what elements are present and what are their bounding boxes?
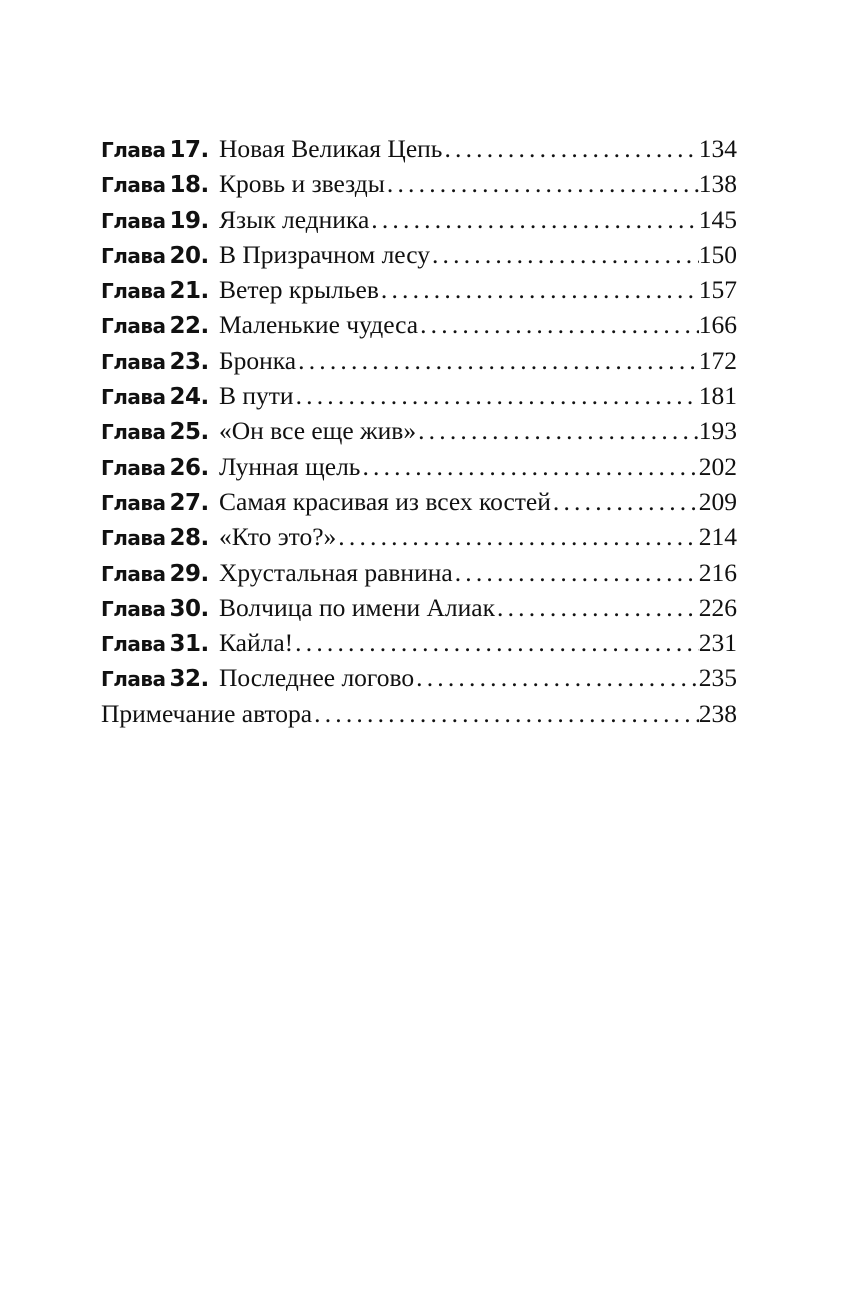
chapter-title: Новая Великая Цепь (219, 134, 443, 163)
page-number: 238 (698, 698, 737, 728)
chapter-title: Самая красивая из всех костей (219, 486, 551, 516)
toc-entry-28 (101, 519, 737, 554)
chapter-title: «Кто это?» (219, 522, 337, 552)
chapter-number: 32. (169, 666, 209, 693)
chapter-label (101, 204, 211, 237)
chapter-label (101, 309, 211, 342)
toc-entry-24 (101, 378, 737, 413)
chapter-label (101, 592, 211, 625)
chapter-label (101, 415, 211, 448)
chapter-label (101, 274, 211, 307)
chapter-label (101, 662, 211, 695)
chapter-number: 29. (169, 560, 209, 587)
chapter-word: Глава (101, 173, 166, 198)
chapter-number: 21. (169, 278, 209, 305)
chapter-title: Хрустальная равнина (219, 557, 453, 587)
chapter-word: Глава (101, 279, 166, 304)
page-number: 134 (698, 134, 737, 163)
chapter-word: Глава (101, 385, 166, 410)
chapter-label (101, 168, 211, 201)
table-of-contents (101, 131, 737, 731)
chapter-label (101, 557, 211, 590)
chapter-number: 31. (169, 631, 209, 658)
toc-entry-21 (101, 272, 737, 307)
page-number: 150 (698, 239, 737, 269)
chapter-number: 17. (169, 137, 209, 163)
dot-leader (369, 202, 698, 237)
chapter-title: Язык ледника (219, 204, 370, 234)
chapter-number: 28. (169, 525, 209, 552)
chapter-title: Волчица по имени Алиак (219, 592, 495, 622)
chapter-number: 20. (169, 242, 209, 269)
toc-entry-32 (101, 660, 737, 695)
toc-entry-17 (101, 131, 737, 166)
dot-leader (418, 307, 699, 342)
toc-entry-18 (101, 166, 737, 201)
chapter-title: В Призрачном лесу (219, 239, 430, 269)
chapter-word: Глава (101, 314, 166, 339)
chapter-word: Глава (101, 138, 166, 162)
chapter-label (101, 521, 211, 554)
chapter-word: Глава (101, 526, 166, 551)
toc-entry-afterword (101, 696, 737, 731)
chapter-number: 26. (169, 454, 209, 481)
chapter-title: Кровь и звезды (219, 169, 385, 199)
page-number: 145 (698, 204, 737, 234)
chapter-word: Глава (101, 349, 166, 374)
toc-entry-30 (101, 590, 737, 625)
chapter-word: Глава (101, 455, 166, 480)
chapter-title: Кайла! (219, 628, 294, 658)
dot-leader (379, 272, 699, 307)
dot-leader (385, 166, 699, 201)
chapter-word: Глава (101, 208, 166, 233)
toc-entry-26 (101, 449, 737, 484)
chapter-label (101, 133, 211, 166)
page-number: 193 (698, 416, 737, 446)
chapter-title: «Он все еще жив» (219, 416, 417, 446)
chapter-label (101, 380, 211, 413)
toc-entry-27 (101, 484, 737, 519)
chapter-number: 23. (169, 348, 209, 375)
chapter-word: Глава (101, 561, 166, 586)
dot-leader (453, 555, 699, 590)
dot-leader (312, 696, 699, 731)
page-number: 214 (698, 522, 737, 552)
chapter-word: Глава (101, 420, 166, 445)
page-number: 166 (698, 310, 737, 340)
page-number: 226 (698, 592, 737, 622)
chapter-number: 27. (169, 489, 209, 516)
page-number: 138 (698, 169, 737, 199)
dot-leader (414, 660, 699, 695)
page-number: 172 (698, 345, 737, 375)
page-number: 231 (698, 628, 737, 658)
dot-leader (495, 590, 699, 625)
chapter-word: Глава (101, 243, 166, 268)
chapter-number: 30. (169, 595, 209, 622)
toc-entry-23 (101, 343, 737, 378)
dot-leader (293, 625, 699, 660)
chapter-label (101, 239, 211, 272)
afterword-title: Примечание автора (101, 698, 313, 728)
chapter-title: Ветер крыльев (219, 275, 379, 305)
chapter-title: В пути (219, 381, 294, 411)
chapter-number: 24. (169, 384, 209, 411)
chapter-word: Глава (101, 490, 166, 515)
toc-entry-25 (101, 413, 737, 448)
page-number: 181 (698, 381, 737, 411)
chapter-word: Глава (101, 667, 166, 692)
toc-entry-22 (101, 307, 737, 342)
chapter-label (101, 451, 211, 484)
page-number: 209 (698, 486, 737, 516)
dot-leader (360, 449, 698, 484)
chapter-title: Бронка (219, 345, 297, 375)
chapter-label (101, 627, 211, 660)
chapter-title: Последнее логово (219, 663, 415, 693)
chapter-title: Маленькие чудеса (219, 310, 419, 340)
dot-leader (296, 343, 699, 378)
page-number: 235 (698, 663, 737, 693)
chapter-word: Глава (101, 596, 166, 621)
dot-leader (336, 519, 698, 554)
toc-entry-19 (101, 202, 737, 237)
chapter-number: 19. (169, 207, 209, 234)
chapter-label (101, 486, 211, 519)
page-number: 157 (698, 275, 737, 305)
chapter-number: 22. (169, 313, 209, 340)
toc-entry-31 (101, 625, 737, 660)
dot-leader (551, 484, 699, 519)
dot-leader (416, 413, 699, 448)
dot-leader (442, 131, 698, 166)
chapter-number: 25. (169, 419, 209, 446)
dot-leader (430, 237, 699, 272)
chapter-number: 18. (169, 172, 209, 199)
toc-entry-29 (101, 555, 737, 590)
dot-leader (294, 378, 699, 413)
chapter-label (101, 345, 211, 378)
chapter-title: Лунная щель (219, 451, 361, 481)
toc-entry-20 (101, 237, 737, 272)
page-number: 216 (698, 557, 737, 587)
chapter-word: Глава (101, 632, 166, 657)
page-number: 202 (698, 451, 737, 481)
